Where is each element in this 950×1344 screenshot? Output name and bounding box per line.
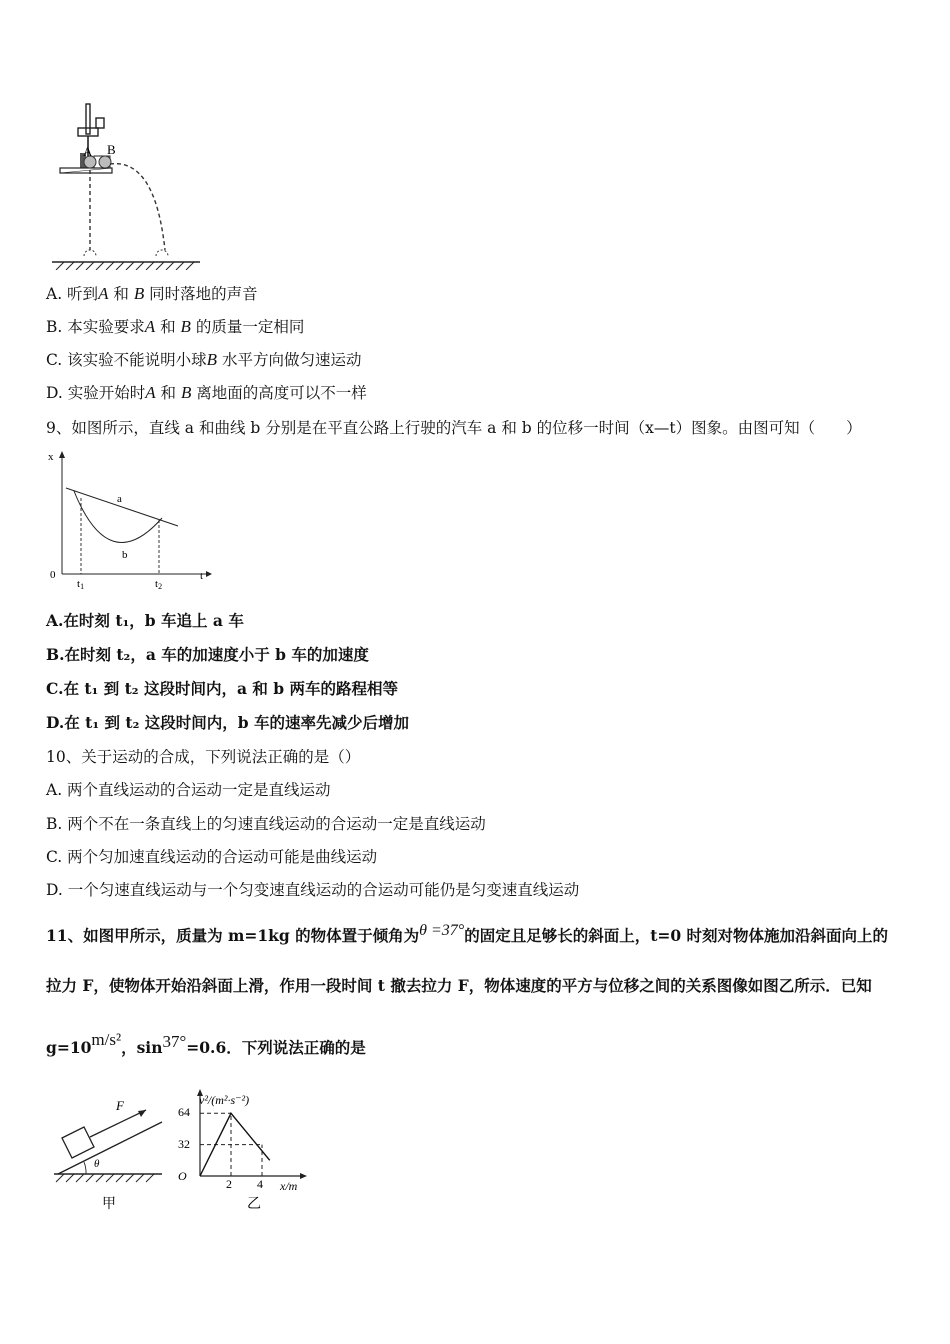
x-axis-arrow bbox=[300, 1173, 307, 1179]
x-axis-label: x bbox=[48, 451, 54, 463]
origin-label: 0 bbox=[50, 569, 56, 581]
label-a: A bbox=[83, 144, 93, 159]
q9-xt-graph bbox=[44, 448, 214, 594]
q8-option-b: B. 本实验要求A 和 B 的质量一定相同 bbox=[46, 317, 305, 336]
fig-yi-graph bbox=[172, 1088, 312, 1216]
q8-option-a: A. 听到A 和 B 同时落地的声音 bbox=[46, 284, 258, 303]
q10-option-b: B. 两个不在一条直线上的匀速直线运动的合运动一定是直线运动 bbox=[46, 815, 486, 833]
curve-b-label: b bbox=[122, 549, 128, 561]
angle-label: θ bbox=[94, 1158, 100, 1170]
t2-label: t2 bbox=[155, 578, 163, 591]
q10-stem: 10、关于运动的合成，下列说法正确的是（） bbox=[46, 748, 361, 766]
q9-option-d: D.在 t₁ 到 t₂ 这段时间内，b 车的速率先减少后增加 bbox=[46, 713, 410, 732]
q9-option-c: C.在 t₁ 到 t₂ 这段时间内，a 和 b 两车的路程相等 bbox=[46, 679, 399, 698]
q11-line-3: g=10m/s²，sin37°=0.6．下列说法正确的是 bbox=[46, 1030, 366, 1057]
q11-line-1: 11、如图甲所示，质量为 m=1kg 的物体置于倾角为θ =37°的固定且足够长的斜面上，t=0 时刻对物体施加沿斜面向上的 bbox=[46, 922, 889, 945]
q9-stem: 9、如图所示，直线 a 和曲线 b 分别是在平直公路上行驶的汽车 a 和 b 的位移一时间（x—t）图象。由图可知（ ） bbox=[46, 419, 862, 437]
force-label: F bbox=[116, 1098, 124, 1113]
x-tick-4: 4 bbox=[257, 1177, 263, 1191]
caption-jia: 甲 bbox=[102, 1197, 116, 1212]
apparatus-figure bbox=[50, 98, 210, 270]
q10-option-a: A. 两个直线运动的合运动一定是直线运动 bbox=[46, 781, 331, 799]
q8-option-c: C. 该实验不能说明小球B 水平方向做匀速运动 bbox=[46, 350, 362, 369]
t-axis-label: t bbox=[200, 570, 204, 582]
x-axis-label: x/m bbox=[280, 1179, 298, 1193]
origin-o: O bbox=[178, 1169, 187, 1183]
q9-option-b: B.在时刻 t₂，a 车的加速度小于 b 车的加速度 bbox=[46, 645, 369, 664]
y-tick-32: 32 bbox=[178, 1137, 190, 1151]
fig-jia-incline bbox=[50, 1092, 170, 1214]
q11-line-2: 拉力 F，使物体开始沿斜面上滑，作用一段时间 t 撤去拉力 F，物体速度的平方与位移之间的关系图像如图乙所示．已知 bbox=[46, 976, 872, 995]
t1-label: t1 bbox=[77, 578, 85, 591]
q10-option-d: D. 一个匀速直线运动与一个匀变速直线运动的合运动可能仍是匀变速直线运动 bbox=[46, 881, 580, 899]
q8-option-d: D. 实验开始时A 和 B 离地面的高度可以不一样 bbox=[46, 383, 367, 402]
label-b: B bbox=[107, 142, 116, 157]
q10-option-c: C. 两个匀加速直线运动的合运动可能是曲线运动 bbox=[46, 848, 378, 866]
y-tick-64: 64 bbox=[178, 1105, 190, 1119]
curve-a-label: a bbox=[117, 493, 122, 505]
x-tick-2: 2 bbox=[226, 1177, 232, 1191]
q9-option-a: A.在时刻 t₁，b 车追上 a 车 bbox=[46, 611, 244, 630]
y-axis-label: v²/(m²·s⁻²) bbox=[199, 1093, 250, 1107]
caption-yi: 乙 bbox=[247, 1197, 261, 1212]
